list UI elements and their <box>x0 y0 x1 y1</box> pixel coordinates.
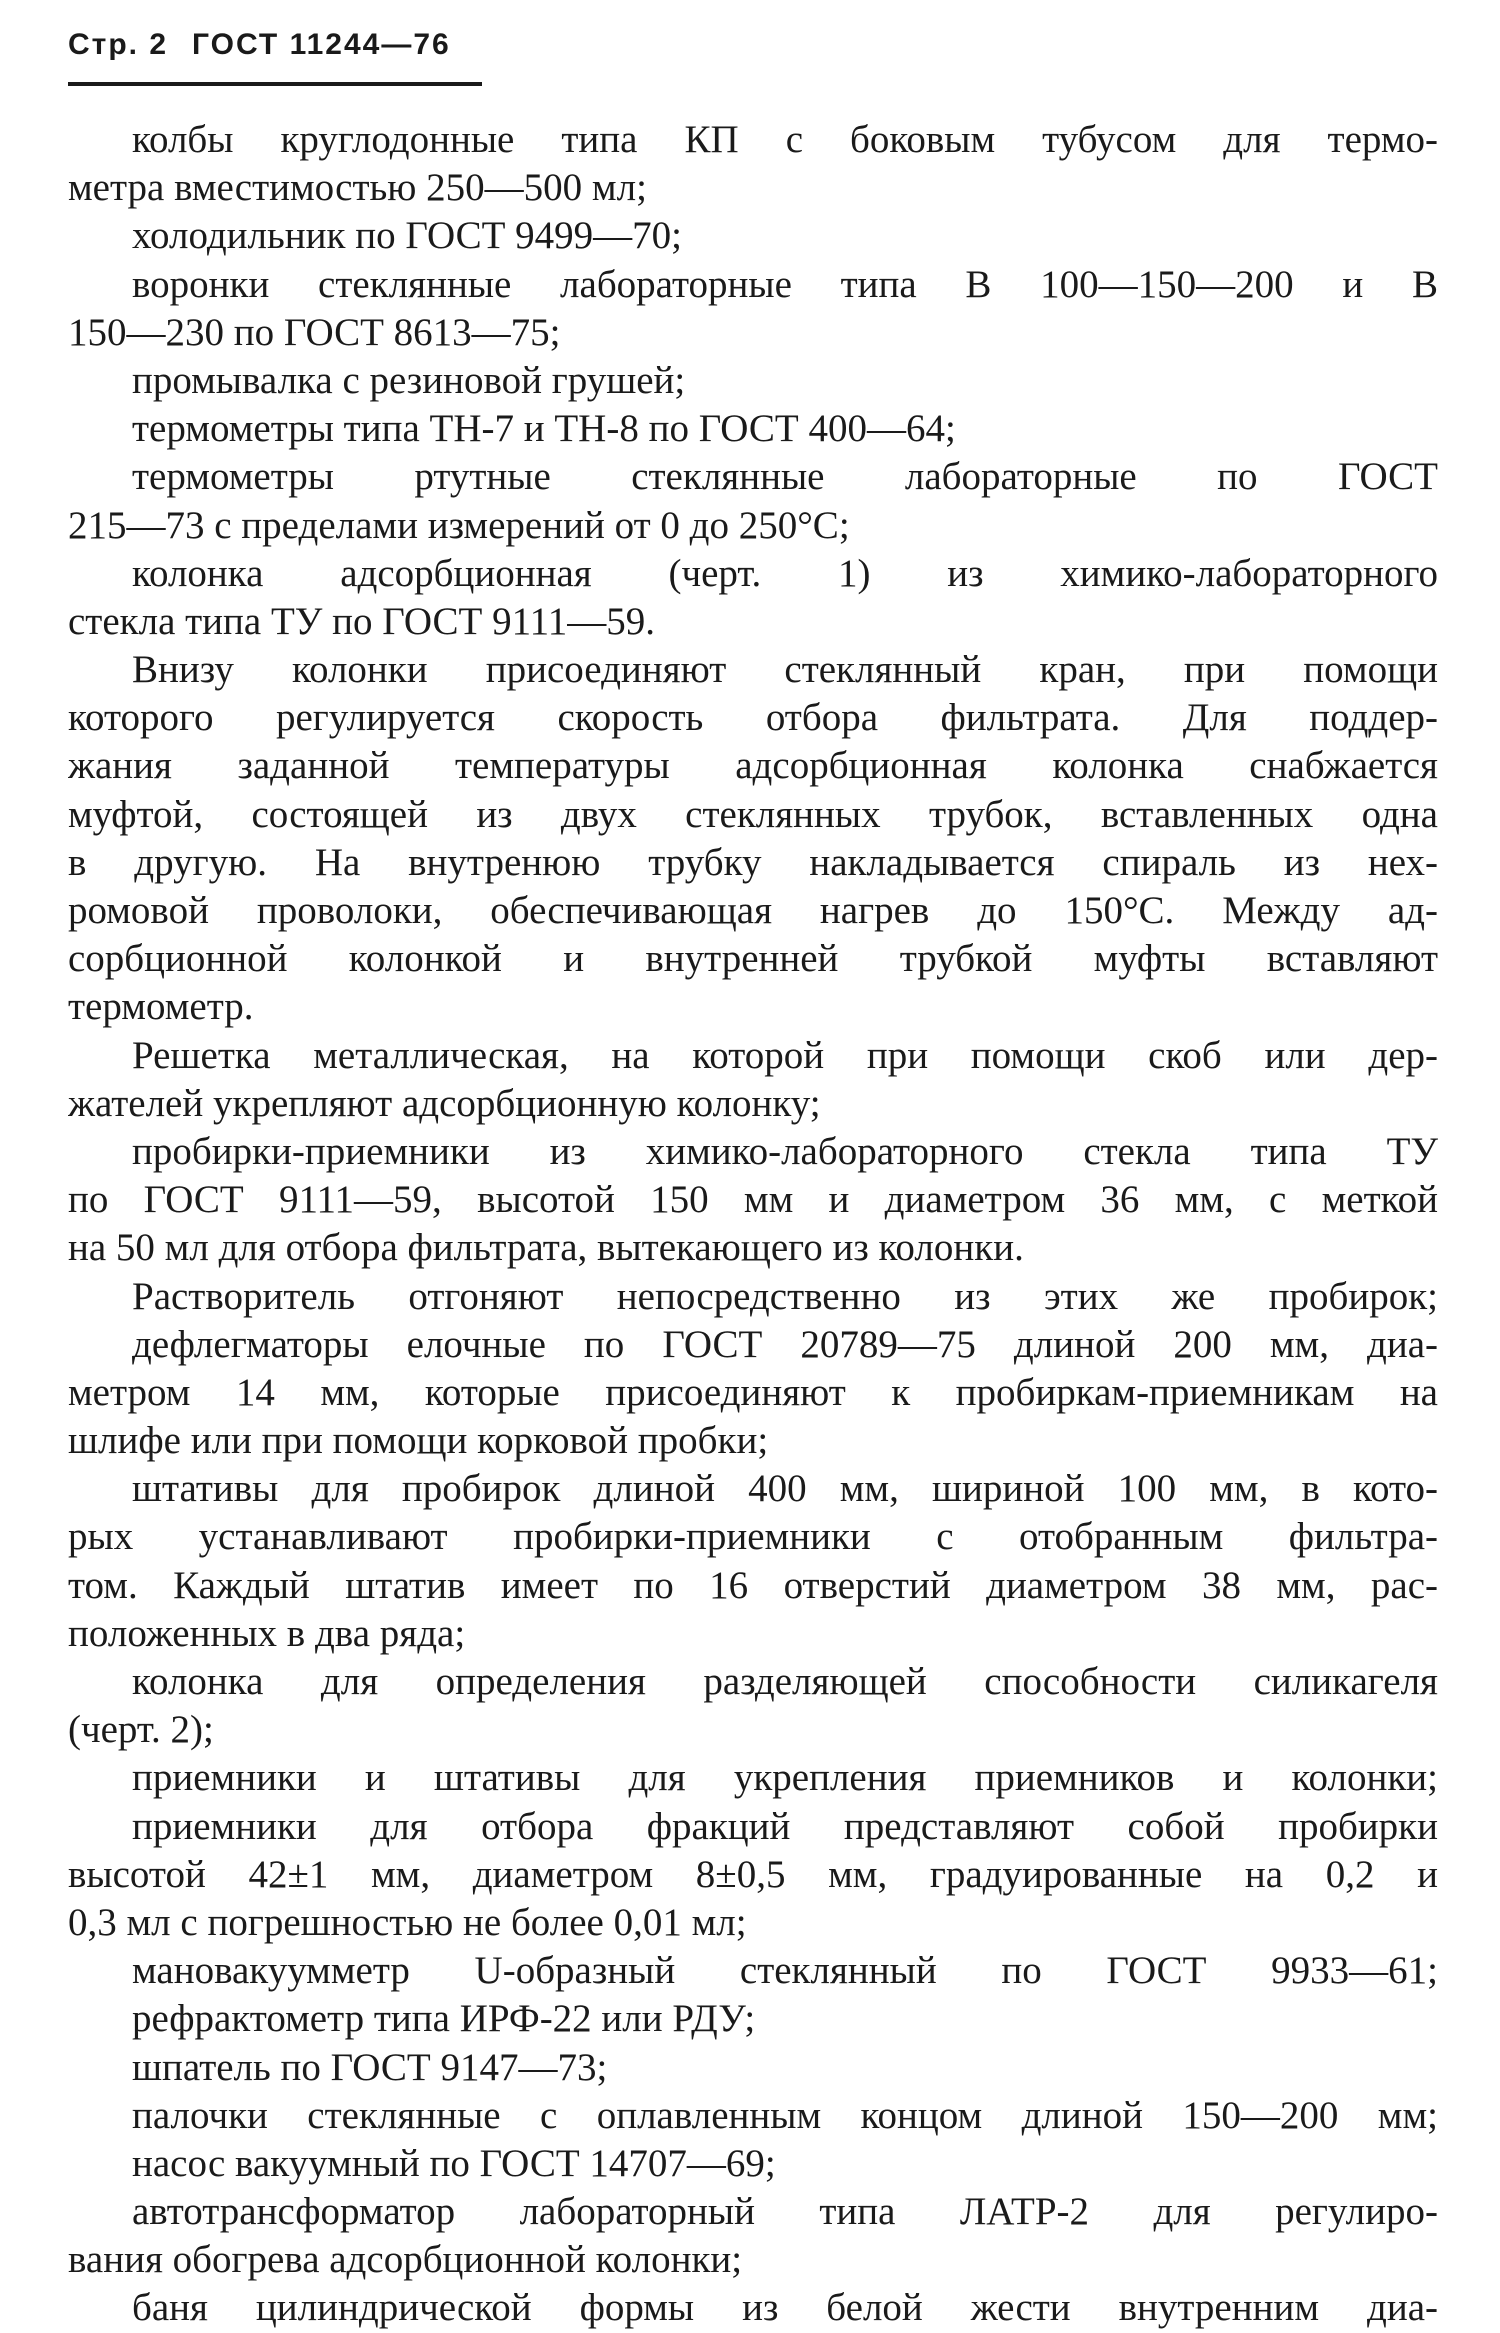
text-line: по ГОСТ 9111—59, высотой 150 мм и диаметром 36 мм, с меткой <box>68 1178 1438 1222</box>
text-line: на 50 мл для отбора фильтрата, вытекающего из колонки. <box>68 1226 1024 1270</box>
text-line: метром 14 мм, которые присоединяют к пробиркам-приемникам на <box>68 1370 1438 1414</box>
body-text <box>68 116 1438 2333</box>
text-line: Внизу колонки присоединяют стеклянный кран, при помощи <box>132 648 1438 692</box>
text-line: Решетка металлическая, на которой при помощи скоб или дер- <box>132 1033 1438 1077</box>
text-line: муфтой, состоящей из двух стеклянных трубок, вставленных одна <box>68 792 1438 836</box>
text-line: Растворитель отгоняют непосредственно из этих же пробирок; <box>132 1274 1438 1318</box>
text-line: воронки стеклянные лабораторные типа В 100—150—200 и В <box>132 262 1438 306</box>
text-line: вания обогрева адсорбционной колонки; <box>68 2238 743 2282</box>
text-line: приемники для отбора фракций представляют собой пробирки <box>132 1804 1438 1848</box>
text-line: которого регулируется скорость отбора фильтрата. Для поддер- <box>68 696 1438 740</box>
text-line: колбы круглодонные типа КП с боковым тубусом для термо- <box>132 118 1438 161</box>
text-line: термометры типа ТН-7 и ТН-8 по ГОСТ 400—64; <box>132 407 956 451</box>
document-code: ГОСТ 11244—76 <box>192 28 451 61</box>
text-line: колонка для определения разделяющей способности силикагеля <box>132 1660 1438 1703</box>
text-line: в другую. На внутренюю трубку накладывается спираль из нех- <box>68 840 1438 884</box>
text-line: дефлегматоры елочные по ГОСТ 20789—75 длиной 200 мм, диа- <box>132 1322 1438 1366</box>
text-line: метра вместимостью 250—500 мл; <box>68 166 647 210</box>
page-number: Стр. 2 <box>68 28 169 61</box>
text-line: пробирки-приемники из химико-лабораторного стекла типа ТУ <box>132 1129 1438 1173</box>
text-line: термометры ртутные стеклянные лабораторные по ГОСТ <box>132 455 1438 499</box>
text-line: жания заданной температуры адсорбционная колонка снабжается <box>68 744 1438 788</box>
text-line: (черт. 2); <box>68 1708 214 1752</box>
text-line: шлифе или при помощи корковой пробки; <box>68 1419 769 1463</box>
text-line: том. Каждый штатив имеет по 16 отверстий диаметром 38 мм, рас- <box>68 1563 1438 1607</box>
text-line: рых устанавливают пробирки-приемники с отобранным фильтра- <box>68 1515 1438 1559</box>
text-line: 0,3 мл с погрешностью не более 0,01 мл; <box>68 1900 747 1944</box>
text-line: штативы для пробирок длиной 400 мм, шириной 100 мм, в кото- <box>132 1467 1438 1511</box>
text-line: колонка адсорбционная (черт. 1) из химико-лабораторного <box>132 551 1438 595</box>
text-line: рефрактометр типа ИРФ-22 или РДУ; <box>132 1997 756 2041</box>
text-line: стекла типа ТУ по ГОСТ 9111—59. <box>68 599 655 643</box>
text-line: положенных в два ряда; <box>68 1611 466 1655</box>
text-line: шпатель по ГОСТ 9147—73; <box>132 2045 608 2089</box>
text-line: ромовой проволоки, обеспечивающая нагрев до 150°С. Между ад- <box>68 889 1438 932</box>
page-header <box>68 28 451 62</box>
text-line: сорбционной колонкой и внутренней трубкой муфты вставляют <box>68 937 1438 981</box>
text-line: палочки стеклянные с оплавленным концом длиной 150—200 мм; <box>132 2093 1438 2137</box>
text-line: холодильник по ГОСТ 9499—70; <box>132 214 682 258</box>
text-line: насос вакуумный по ГОСТ 14707—69; <box>132 2141 776 2185</box>
text-line: 215—73 с пределами измерений от 0 до 250°С; <box>68 503 850 547</box>
text-line: мановакуумметр U-образный стеклянный по ГОСТ 9933—61; <box>132 1949 1438 1993</box>
text-line: приемники и штативы для укрепления приемников и колонки; <box>132 1756 1438 1800</box>
text-line: жателей укрепляют адсорбционную колонку; <box>68 1081 821 1125</box>
text-line: высотой 42±1 мм, диаметром 8±0,5 мм, градуированные на 0,2 и <box>68 1852 1438 1896</box>
text-line: 150—230 по ГОСТ 8613—75; <box>68 310 561 354</box>
text-line: термометр. <box>68 985 254 1029</box>
text-line: автотрансформатор лабораторный типа ЛАТР-2 для регулиро- <box>132 2190 1438 2234</box>
header-rule <box>68 82 482 86</box>
text-line: промывалка с резиновой грушей; <box>132 358 686 402</box>
text-line: баня цилиндрической формы из белой жести внутренним диа- <box>132 2286 1438 2330</box>
